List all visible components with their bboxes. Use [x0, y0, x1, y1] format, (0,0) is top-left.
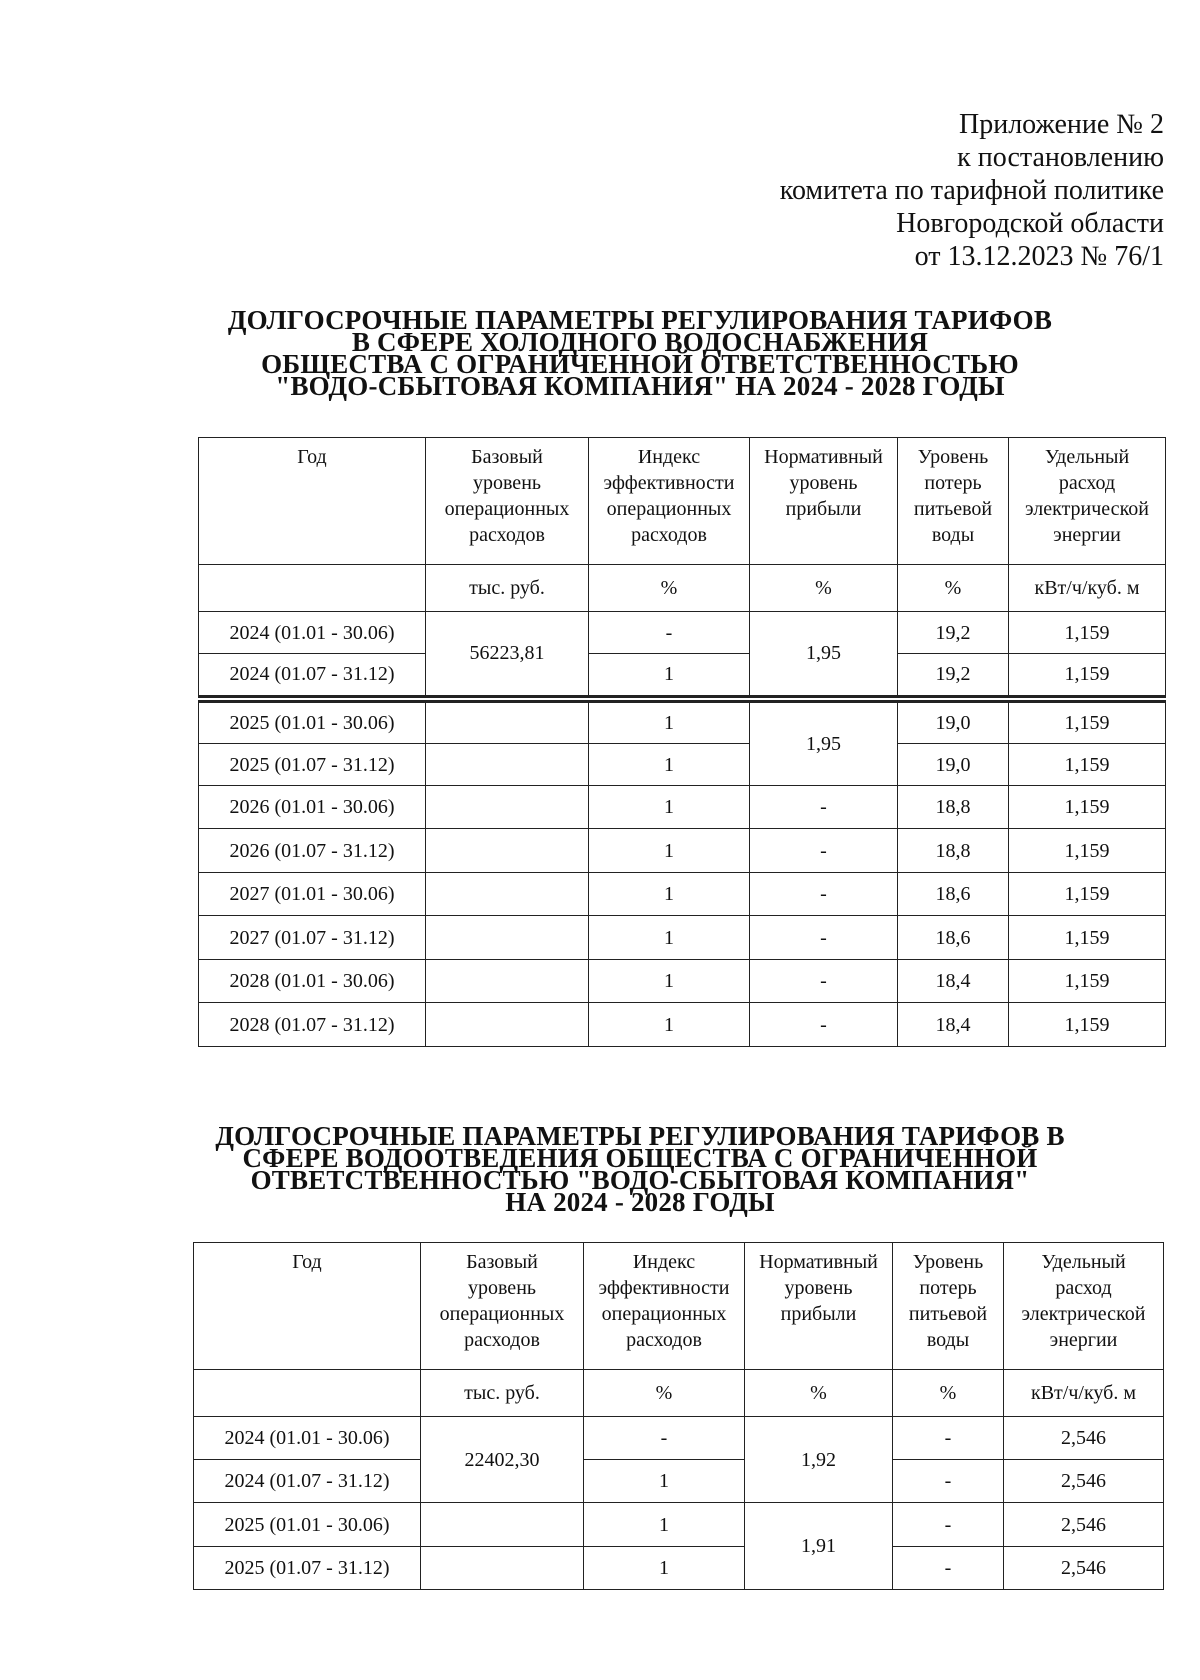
base-level-cell	[426, 786, 589, 829]
efficiency-index-cell: 1	[589, 1003, 750, 1047]
column-header	[199, 438, 426, 565]
table-row	[199, 916, 1166, 960]
base-level-cell	[426, 873, 589, 916]
profit-cell: -	[750, 1003, 898, 1047]
column-header-line: операционных	[439, 1303, 565, 1325]
profit-cell: -	[750, 873, 898, 916]
water-losses-cell: 18,4	[898, 960, 1009, 1003]
unit-cell: %	[584, 1370, 745, 1417]
title-line: СФЕРЕ ВОДООТВЕДЕНИЯ ОБЩЕСТВА С ОГРАНИЧЕННОЙ	[242, 1143, 1038, 1173]
year-cell: 2025 (01.01 - 30.06)	[199, 699, 426, 744]
column-header-line: Нормативный	[759, 1251, 878, 1273]
year-cell: 2025 (01.01 - 30.06)	[194, 1503, 421, 1547]
column-header-line: энергии	[1053, 524, 1121, 546]
base-level-cell: 22402,30	[421, 1417, 584, 1503]
efficiency-index-cell: 1	[589, 873, 750, 916]
units-row	[199, 565, 1166, 612]
column-header-line: Нормативный	[764, 446, 883, 468]
table-row	[199, 1003, 1166, 1047]
annex-line: Новгородской области	[896, 208, 1164, 239]
water-losses-cell: 18,8	[898, 829, 1009, 873]
section2-title	[100, 1121, 1180, 1217]
water-losses-cell: 19,2	[898, 654, 1009, 699]
column-header-line: потерь	[924, 472, 982, 494]
base-level-cell	[426, 744, 589, 786]
base-level-cell	[426, 916, 589, 960]
base-level-cell	[426, 829, 589, 873]
title-line: В СФЕРЕ ХОЛОДНОГО ВОДОСНАБЖЕНИЯ	[351, 327, 929, 357]
column-header-line: Уровень	[912, 1251, 984, 1273]
column-header-line: расход	[1058, 472, 1116, 494]
column-header-line: Удельный	[1041, 1251, 1126, 1273]
water-losses-cell: -	[893, 1460, 1004, 1503]
column-header-line: Базовый	[466, 1251, 538, 1273]
annex-line: Приложение № 2	[959, 109, 1164, 140]
column-header-line: операционных	[601, 1303, 727, 1325]
base-level-cell	[421, 1503, 584, 1547]
efficiency-index-cell: 1	[589, 916, 750, 960]
annex-line: комитета по тарифной политике	[779, 175, 1164, 206]
column-header-line: электрической	[1021, 1303, 1146, 1325]
annex-block	[780, 108, 1164, 273]
column-header	[194, 1243, 421, 1370]
column-header	[421, 1243, 584, 1370]
efficiency-index-cell: 1	[589, 699, 750, 744]
profit-cell: 1,91	[745, 1503, 893, 1590]
title-line: "ВОДО-СБЫТОВАЯ КОМПАНИЯ" НА 2024 - 2028 ГОДЫ	[275, 371, 1005, 401]
column-header-line: расходов	[631, 524, 707, 546]
water-losses-cell: 19,0	[898, 744, 1009, 786]
column-header	[893, 1243, 1004, 1370]
energy-cell: 2,546	[1004, 1503, 1164, 1547]
year-cell: 2024 (01.01 - 30.06)	[194, 1417, 421, 1460]
water-losses-cell: -	[893, 1547, 1004, 1590]
profit-cell: -	[750, 916, 898, 960]
base-level-cell: 56223,81	[426, 612, 589, 699]
title-line: ДОЛГОСРОЧНЫЕ ПАРАМЕТРЫ РЕГУЛИРОВАНИЯ ТАРИФОВ В	[215, 1121, 1065, 1151]
water-supply-table	[198, 437, 1166, 1047]
title-line: ДОЛГОСРОЧНЫЕ ПАРАМЕТРЫ РЕГУЛИРОВАНИЯ ТАРИФОВ	[227, 305, 1053, 335]
column-header-line: электрической	[1025, 498, 1149, 520]
unit-cell: кВт/ч/куб. м	[1009, 565, 1166, 612]
column-header-line: уровень	[472, 472, 542, 494]
table-row	[199, 960, 1166, 1003]
column-header-line: расходов	[469, 524, 545, 546]
water-losses-cell: -	[893, 1503, 1004, 1547]
column-header-line: прибыли	[785, 498, 862, 520]
title-line: ОБЩЕСТВА С ОГРАНИЧЕННОЙ ОТВЕТСТВЕННОСТЬЮ	[261, 349, 1019, 379]
profit-cell: 1,95	[750, 699, 898, 786]
water-losses-cell: 19,0	[898, 699, 1009, 744]
column-header-line: расходов	[464, 1329, 540, 1351]
table-row	[194, 1547, 1164, 1590]
column-header-line: Год	[297, 446, 327, 468]
efficiency-index-cell: 1	[589, 960, 750, 1003]
year-cell: 2027 (01.01 - 30.06)	[199, 873, 426, 916]
profit-cell: 1,95	[750, 612, 898, 699]
year-cell: 2026 (01.07 - 31.12)	[199, 829, 426, 873]
column-header	[750, 438, 898, 565]
base-level-cell	[426, 699, 589, 744]
base-level-cell	[426, 1003, 589, 1047]
energy-cell: 1,159	[1009, 654, 1166, 699]
units-row	[194, 1370, 1164, 1417]
energy-cell: 2,546	[1004, 1460, 1164, 1503]
column-header-line: питьевой	[908, 1303, 988, 1325]
energy-cell: 1,159	[1009, 916, 1166, 960]
table-row	[199, 654, 1166, 699]
energy-cell: 2,546	[1004, 1547, 1164, 1590]
efficiency-index-cell: 1	[589, 829, 750, 873]
column-header-line: операционных	[444, 498, 570, 520]
energy-cell: 1,159	[1009, 786, 1166, 829]
annex-line: к постановлению	[957, 142, 1164, 173]
column-header-line: Уровень	[917, 446, 989, 468]
energy-cell: 1,159	[1009, 960, 1166, 1003]
column-header-line: Базовый	[471, 446, 543, 468]
table-row	[199, 829, 1166, 873]
efficiency-index-cell: 1	[589, 744, 750, 786]
year-cell: 2024 (01.07 - 31.12)	[194, 1460, 421, 1503]
table-row	[194, 1460, 1164, 1503]
energy-cell: 1,159	[1009, 699, 1166, 744]
title-line: НА 2024 - 2028 ГОДЫ	[505, 1187, 775, 1217]
column-header-line: расходов	[626, 1329, 702, 1351]
water-losses-cell: 18,4	[898, 1003, 1009, 1047]
efficiency-index-cell: -	[584, 1417, 745, 1460]
table-row	[199, 786, 1166, 829]
title-line: ОТВЕТСТВЕННОСТЬЮ "ВОДО-СБЫТОВАЯ КОМПАНИЯ"	[250, 1165, 1030, 1195]
year-cell: 2026 (01.01 - 30.06)	[199, 786, 426, 829]
profit-cell: -	[750, 829, 898, 873]
efficiency-index-cell: 1	[584, 1503, 745, 1547]
water-losses-cell: 19,2	[898, 612, 1009, 654]
column-header	[1004, 1243, 1164, 1370]
column-header-line: операционных	[606, 498, 732, 520]
water-losses-cell: 18,6	[898, 873, 1009, 916]
column-header	[745, 1243, 893, 1370]
profit-cell: -	[750, 960, 898, 1003]
table-row	[199, 699, 1166, 744]
efficiency-index-cell: 1	[584, 1460, 745, 1503]
efficiency-index-cell: -	[589, 612, 750, 654]
wastewater-table	[193, 1242, 1164, 1590]
column-header-line: прибыли	[780, 1303, 857, 1325]
energy-cell: 1,159	[1009, 829, 1166, 873]
column-header-line: потерь	[919, 1277, 977, 1299]
base-level-cell	[421, 1547, 584, 1590]
column-header-line: Индекс	[632, 1251, 696, 1273]
column-header-line: Удельный	[1044, 446, 1130, 468]
unit-cell: тыс. руб.	[426, 565, 589, 612]
year-cell: 2025 (01.07 - 31.12)	[199, 744, 426, 786]
column-header-line: Индекс	[637, 446, 701, 468]
column-header-line: расход	[1055, 1277, 1112, 1299]
column-header	[584, 1243, 745, 1370]
column-header-line: эффективности	[598, 1277, 730, 1299]
unit-cell	[199, 565, 426, 612]
column-header-line: энергии	[1049, 1329, 1118, 1351]
unit-cell: %	[745, 1370, 893, 1417]
column-header-line: Год	[292, 1251, 322, 1273]
annex-line: от 13.12.2023 № 76/1	[914, 241, 1164, 272]
table-row	[199, 612, 1166, 654]
unit-cell: %	[750, 565, 898, 612]
year-cell: 2024 (01.07 - 31.12)	[199, 654, 426, 699]
column-header-line: эффективности	[603, 472, 735, 494]
column-header-line: уровень	[467, 1277, 537, 1299]
energy-cell: 1,159	[1009, 612, 1166, 654]
column-header-line: воды	[926, 1329, 970, 1351]
unit-cell	[194, 1370, 421, 1417]
header-row	[199, 438, 1166, 565]
energy-cell: 2,546	[1004, 1417, 1164, 1460]
table-row	[199, 744, 1166, 786]
efficiency-index-cell: 1	[584, 1547, 745, 1590]
column-header-line: уровень	[789, 472, 858, 494]
energy-cell: 1,159	[1009, 1003, 1166, 1047]
section1-title	[100, 305, 1180, 401]
table-row	[194, 1417, 1164, 1460]
year-cell: 2028 (01.01 - 30.06)	[199, 960, 426, 1003]
unit-cell: %	[898, 565, 1009, 612]
header-row	[194, 1243, 1164, 1370]
profit-cell: 1,92	[745, 1417, 893, 1503]
energy-cell: 1,159	[1009, 744, 1166, 786]
year-cell: 2024 (01.01 - 30.06)	[199, 612, 426, 654]
unit-cell: тыс. руб.	[421, 1370, 584, 1417]
year-cell: 2025 (01.07 - 31.12)	[194, 1547, 421, 1590]
year-cell: 2027 (01.07 - 31.12)	[199, 916, 426, 960]
column-header-line: уровень	[784, 1277, 853, 1299]
table-row	[199, 873, 1166, 916]
base-level-cell	[426, 960, 589, 1003]
unit-cell: кВт/ч/куб. м	[1004, 1370, 1164, 1417]
column-header	[426, 438, 589, 565]
year-cell: 2028 (01.07 - 31.12)	[199, 1003, 426, 1047]
column-header	[1009, 438, 1166, 565]
column-header-line: воды	[931, 524, 975, 546]
column-header	[898, 438, 1009, 565]
profit-cell: -	[750, 786, 898, 829]
column-header-line: питьевой	[913, 498, 993, 520]
efficiency-index-cell: 1	[589, 654, 750, 699]
water-losses-cell: 18,8	[898, 786, 1009, 829]
column-header	[589, 438, 750, 565]
efficiency-index-cell: 1	[589, 786, 750, 829]
unit-cell: %	[589, 565, 750, 612]
water-losses-cell: 18,6	[898, 916, 1009, 960]
unit-cell: %	[893, 1370, 1004, 1417]
water-losses-cell: -	[893, 1417, 1004, 1460]
energy-cell: 1,159	[1009, 873, 1166, 916]
table-row	[194, 1503, 1164, 1547]
